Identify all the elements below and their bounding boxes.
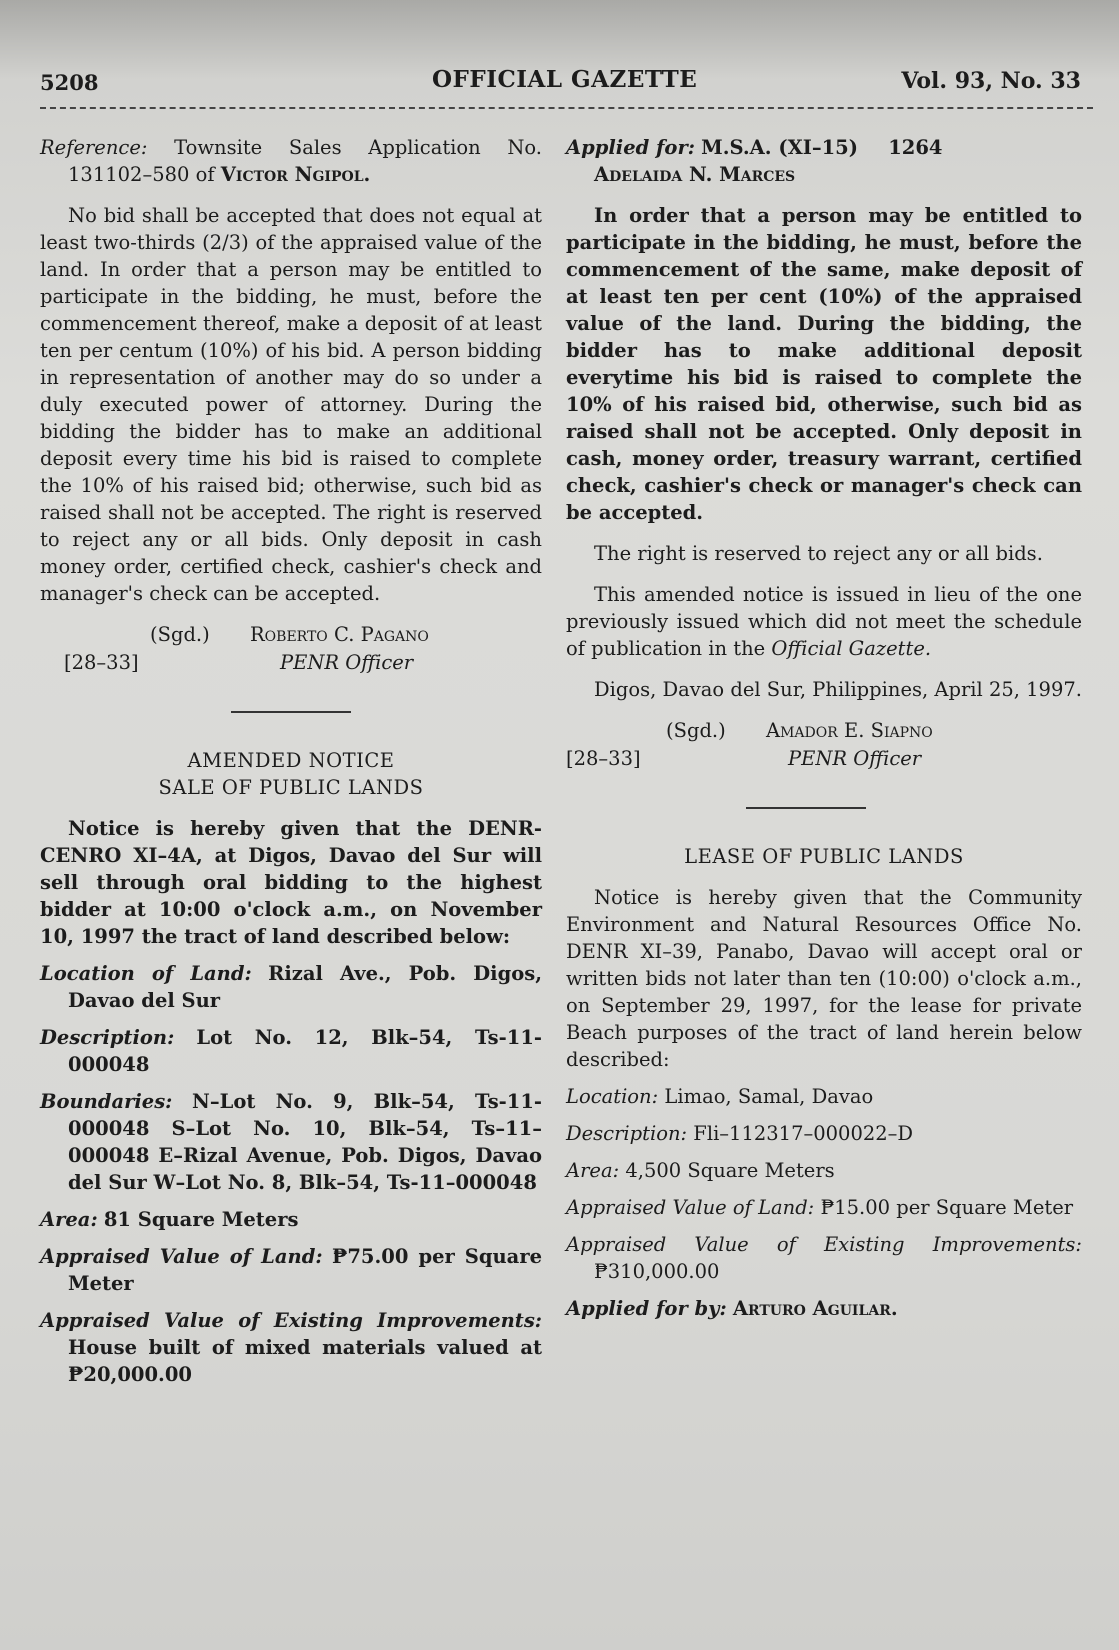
lease-location-label: Location: — [566, 1085, 659, 1108]
lease-location-value: Limao, Samal, Davao — [664, 1085, 874, 1108]
applied-for-number: 1264 — [888, 136, 943, 159]
signatory-name: Roberto C. Pagano — [250, 623, 429, 646]
lease-heading: LEASE OF PUBLIC LANDS — [684, 845, 964, 868]
applicant-name: Adelaida N. Marces — [594, 163, 796, 186]
signed-mark: (Sgd.) — [150, 623, 210, 646]
bid-conditions-paragraph: No bid shall be accepted that does not equal at least two-thirds (2/3) of the appraised value of the land. In order that a person may be entitled to participate in the bidding, he must, before the commencement thereof, make a deposit of at least ten per centum (10%) of his bid. A person bidding in representation of another may do so under a duly executed power of attorney. During the bidding the bidder has to make an additional deposit every time his bid is raised to complete the 10% of his raised bid; otherwise, such bid as raised shall not be accepted. The right is reserved to reject any or all bids. Only deposit in cash money order, certified check, cashier's check and manager's check can be accepted. — [40, 204, 542, 605]
lease-area-label: Area: — [566, 1159, 620, 1182]
description-value: Lot No. 12, Blk–54, Ts-11-000048 — [68, 1026, 542, 1076]
applied-for-value: M.S.A. (XI–15) — [701, 136, 858, 159]
lease-applied-by-entry — [566, 1295, 1082, 1322]
notice-heading-2: SALE OF PUBLIC LANDS — [158, 776, 424, 799]
signatory-name: Amador E. Siapno — [766, 719, 933, 742]
boundaries-entry — [40, 1088, 542, 1196]
signature-block — [40, 621, 542, 681]
appraised-improvements-value: House built of mixed materials valued at ₱20,000.00 — [68, 1336, 542, 1386]
right-column — [566, 134, 1082, 1322]
appraised-improvements-label: Appraised Value of Existing Improvements: — [40, 1309, 542, 1332]
location-label: Location of Land: — [40, 962, 252, 985]
description-entry — [40, 1024, 542, 1078]
left-column — [40, 134, 542, 1388]
sale-notice-intro: Notice is hereby given that the DENR-CENRO XI–4A, at Digos, Davao del Sur will sell through oral bidding to the highest bidder at 10:00 o'clock a.m., on November 10, 1997 the tract of land described below: — [40, 817, 542, 948]
lease-appraised-improvements-entry — [566, 1231, 1082, 1285]
amended-notice-paragraph — [566, 581, 1082, 662]
page-number: 5208 — [40, 70, 99, 95]
signatory-title: PENR Officer — [280, 651, 414, 674]
lease-location-entry — [566, 1083, 1082, 1110]
signed-mark: (Sgd.) — [666, 719, 726, 742]
reject-paragraph: The right is reserved to reject any or all bids. — [594, 542, 1043, 565]
area-value: 81 Square Meters — [103, 1208, 299, 1231]
reference-line — [40, 134, 542, 188]
appraised-land-label: Appraised Value of Land: — [40, 1245, 323, 1268]
issue-range: [28–33] — [64, 651, 139, 674]
lease-area-entry — [566, 1157, 1082, 1184]
header-rule — [40, 107, 1093, 109]
appraised-improvements-entry — [40, 1307, 542, 1388]
amended-notice-text: This amended notice is issued in lieu of the one previously issued which did not meet the schedule of publication in the — [566, 583, 1082, 660]
lease-appraised-land-entry — [566, 1194, 1082, 1221]
reference-text: Townsite Sales Application No. 131102–580 of — [68, 136, 542, 186]
appraised-land-value: ₱75.00 per Square Meter — [68, 1245, 542, 1295]
applied-for-line — [566, 134, 1082, 188]
publication-title: OFFICIAL GAZETTE — [432, 66, 698, 93]
volume-number: Vol. 93, No. 33 — [901, 68, 1081, 94]
boundaries-value: N–Lot No. 9, Blk–54, Ts-11-000048 S–Lot No. 10, Blk–54, Ts–11–000048 E–Rizal Avenue, Pob. Digos, Davao del Sur W–Lot No. 8, Blk–54, Ts-11–000048 — [68, 1090, 543, 1194]
lease-description-label: Description: — [566, 1122, 688, 1145]
issue-range: [28–33] — [566, 747, 641, 770]
deposit-paragraph: In order that a person may be entitled to participate in the bidding, he must, before the commencement of the same, make deposit of at least ten per cent (10%) of the appraised value of the land. During the bidding, the bidder has to make additional deposit everytime his bid is raised to complete the 10% of his raised bid, otherwise, such bid as raised shall not be accepted. Only deposit in cash, money order, treasury warrant, certified check, cashier's check or manager's check can be accepted. — [566, 204, 1082, 524]
signature-block — [566, 717, 1082, 777]
applied-for-label: Applied for: — [566, 136, 695, 159]
lease-appraised-improvements-value: ₱310,000.00 — [594, 1260, 720, 1283]
lease-appraised-land-label: Appraised Value of Land: — [566, 1196, 815, 1219]
signatory-title: PENR Officer — [788, 747, 922, 770]
page-header — [40, 62, 1089, 102]
section-divider — [746, 807, 866, 809]
description-label: Description: — [40, 1026, 175, 1049]
lease-appraised-improvements-label: Appraised Value of Existing Improvements: — [566, 1233, 1082, 1256]
notice-heading-1: AMENDED NOTICE — [187, 749, 395, 772]
place-date: Digos, Davao del Sur, Philippines, April 25, 1997. — [594, 678, 1082, 701]
area-label: Area: — [40, 1208, 98, 1231]
lease-notice-intro: Notice is hereby given that the Community Environment and Natural Resources Office No. DENR XI–39, Panabo, Davao will accept oral or written bids not later than ten (10:00) o'clock a.m., on September 29, 1997, for the lease for private Beach purposes of the tract of land herein below described: — [566, 886, 1082, 1071]
lease-appraised-land-value: ₱15.00 per Square Meter — [820, 1196, 1074, 1219]
lease-description-entry — [566, 1120, 1082, 1147]
area-entry — [40, 1206, 542, 1233]
reference-name: Victor Ngipol. — [220, 163, 371, 186]
lease-applied-by-label: Applied for by: — [566, 1297, 727, 1320]
boundaries-label: Boundaries: — [40, 1090, 173, 1113]
lease-applied-by-value: Arturo Aguilar. — [732, 1297, 898, 1320]
location-entry — [40, 960, 542, 1014]
official-gazette-ref: Official Gazette. — [771, 637, 932, 660]
section-divider — [231, 711, 351, 713]
appraised-land-entry — [40, 1243, 542, 1297]
lease-description-value: Fli–112317–000022–D — [693, 1122, 914, 1145]
reference-label: Reference: — [40, 136, 148, 159]
location-value: Rizal Ave., Pob. Digos, Davao del Sur — [68, 962, 542, 1012]
lease-area-value: 4,500 Square Meters — [625, 1159, 835, 1182]
